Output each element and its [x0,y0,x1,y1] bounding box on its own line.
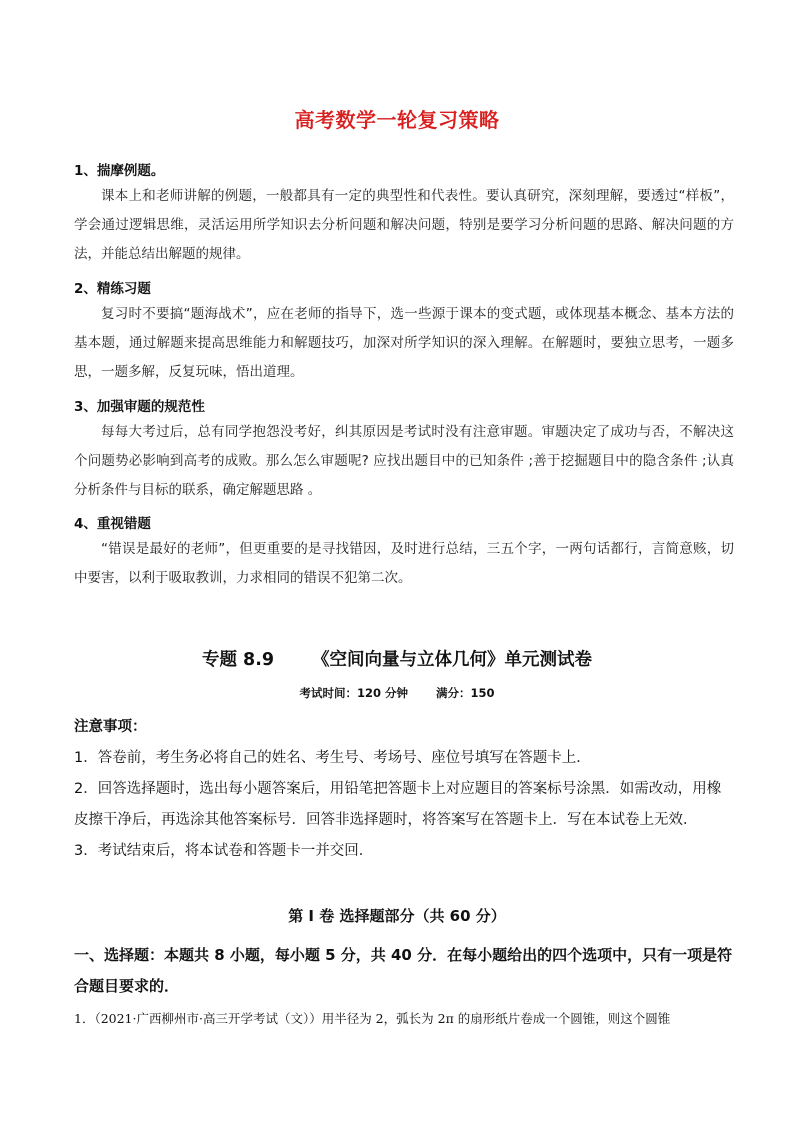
exam-full-score: 满分：150 [436,686,495,700]
exam-title-number: 专题 8.9 [201,650,275,670]
section-heading: 2、精练习题 [74,281,151,297]
section-heading: 3、加强审题的规范性 [74,399,205,415]
section-heading: 1、揣摩例题。 [74,163,165,179]
notice-item: 1．答卷前，考生务必将自己的姓名、考生号、考场号、座位号填写在答题卡上． [74,750,591,766]
section-body: 课本上和老师讲解的例题，一般都具有一定的典型性和代表性。要认真研究，深刻理解，要透过“样板”，学会通过逻辑思维，灵活运用所学知识去分析问题和解决问题，特别是要学习分析问题的思路、解决问题的方法，并能总结出解题的规律。 [74,188,734,262]
exam-meta [0,685,794,701]
question-1: 1．（2021·广西柳州市·高三开学考试（文））用半径为 2，弧长为 2π 的扇形纸片卷成一个圆锥，则这个圆锥 [74,1011,671,1026]
strategy-section-4 [74,513,734,593]
notice-heading: 注意事项： [74,719,147,735]
notice-block [74,712,734,867]
strategy-section-3 [74,396,734,505]
section-body: 每每大考过后，总有同学抱怨没考好，纠其原因是考试时没有注意审题。审题决定了成功与否，不解决这个问题势必影响到高考的成败。那么怎么审题呢? 应找出题目中的已知条件 ;善于挖掘题目中的隐含条件 ;认真分析条件与目标的联系，确定解题思路 。 [74,424,734,498]
section-one-heading: 一、选择题：本题共 8 小题，每小题 5 分，共 40 分．在每小题给出的四个选项中，只有一项是符合题目要求的． [74,946,733,995]
section-body: “错误是最好的老师”，但更重要的是寻找错因，及时进行总结，三五个字，一两句话都行，言简意赅，切中要害，以利于吸取教训，力求相同的错误不犯第二次。 [74,541,734,586]
section-body: 复习时不要搞“题海战术”，应在老师的指导下，选一些源于课本的变式题，或体现基本概念、基本方法的基本题，通过解题来提高思维能力和解题技巧，加深对所学知识的深入理解。在解题时，要独立思考，一题多思，一题多解，反复玩味，悟出道理。 [74,306,734,380]
notice-item: 3．考试结束后，将本试卷和答题卡一并交回． [74,843,374,859]
part-title: 第 I 卷 选择题部分（共 60 分） [288,907,506,925]
exam-title [0,646,794,671]
strategy-section-1 [74,160,734,269]
strategy-title: 高考数学一轮复习策略 [294,108,500,132]
exam-title-main: 《空间向量与立体几何》单元测试卷 [312,650,593,670]
section-heading: 4、重视错题 [74,516,151,532]
notice-item: 2．回答选择题时，选出每小题答案后，用铅笔把答题卡上对应题目的答案标号涂黑．如需改动，用橡皮擦干净后，再选涂其他答案标号．回答非选择题时，将答案写在答题卡上．写在本试卷上无效． [74,781,722,828]
strategy-section-2 [74,278,734,387]
exam-time: 考试时间：120 分钟 [299,686,408,700]
